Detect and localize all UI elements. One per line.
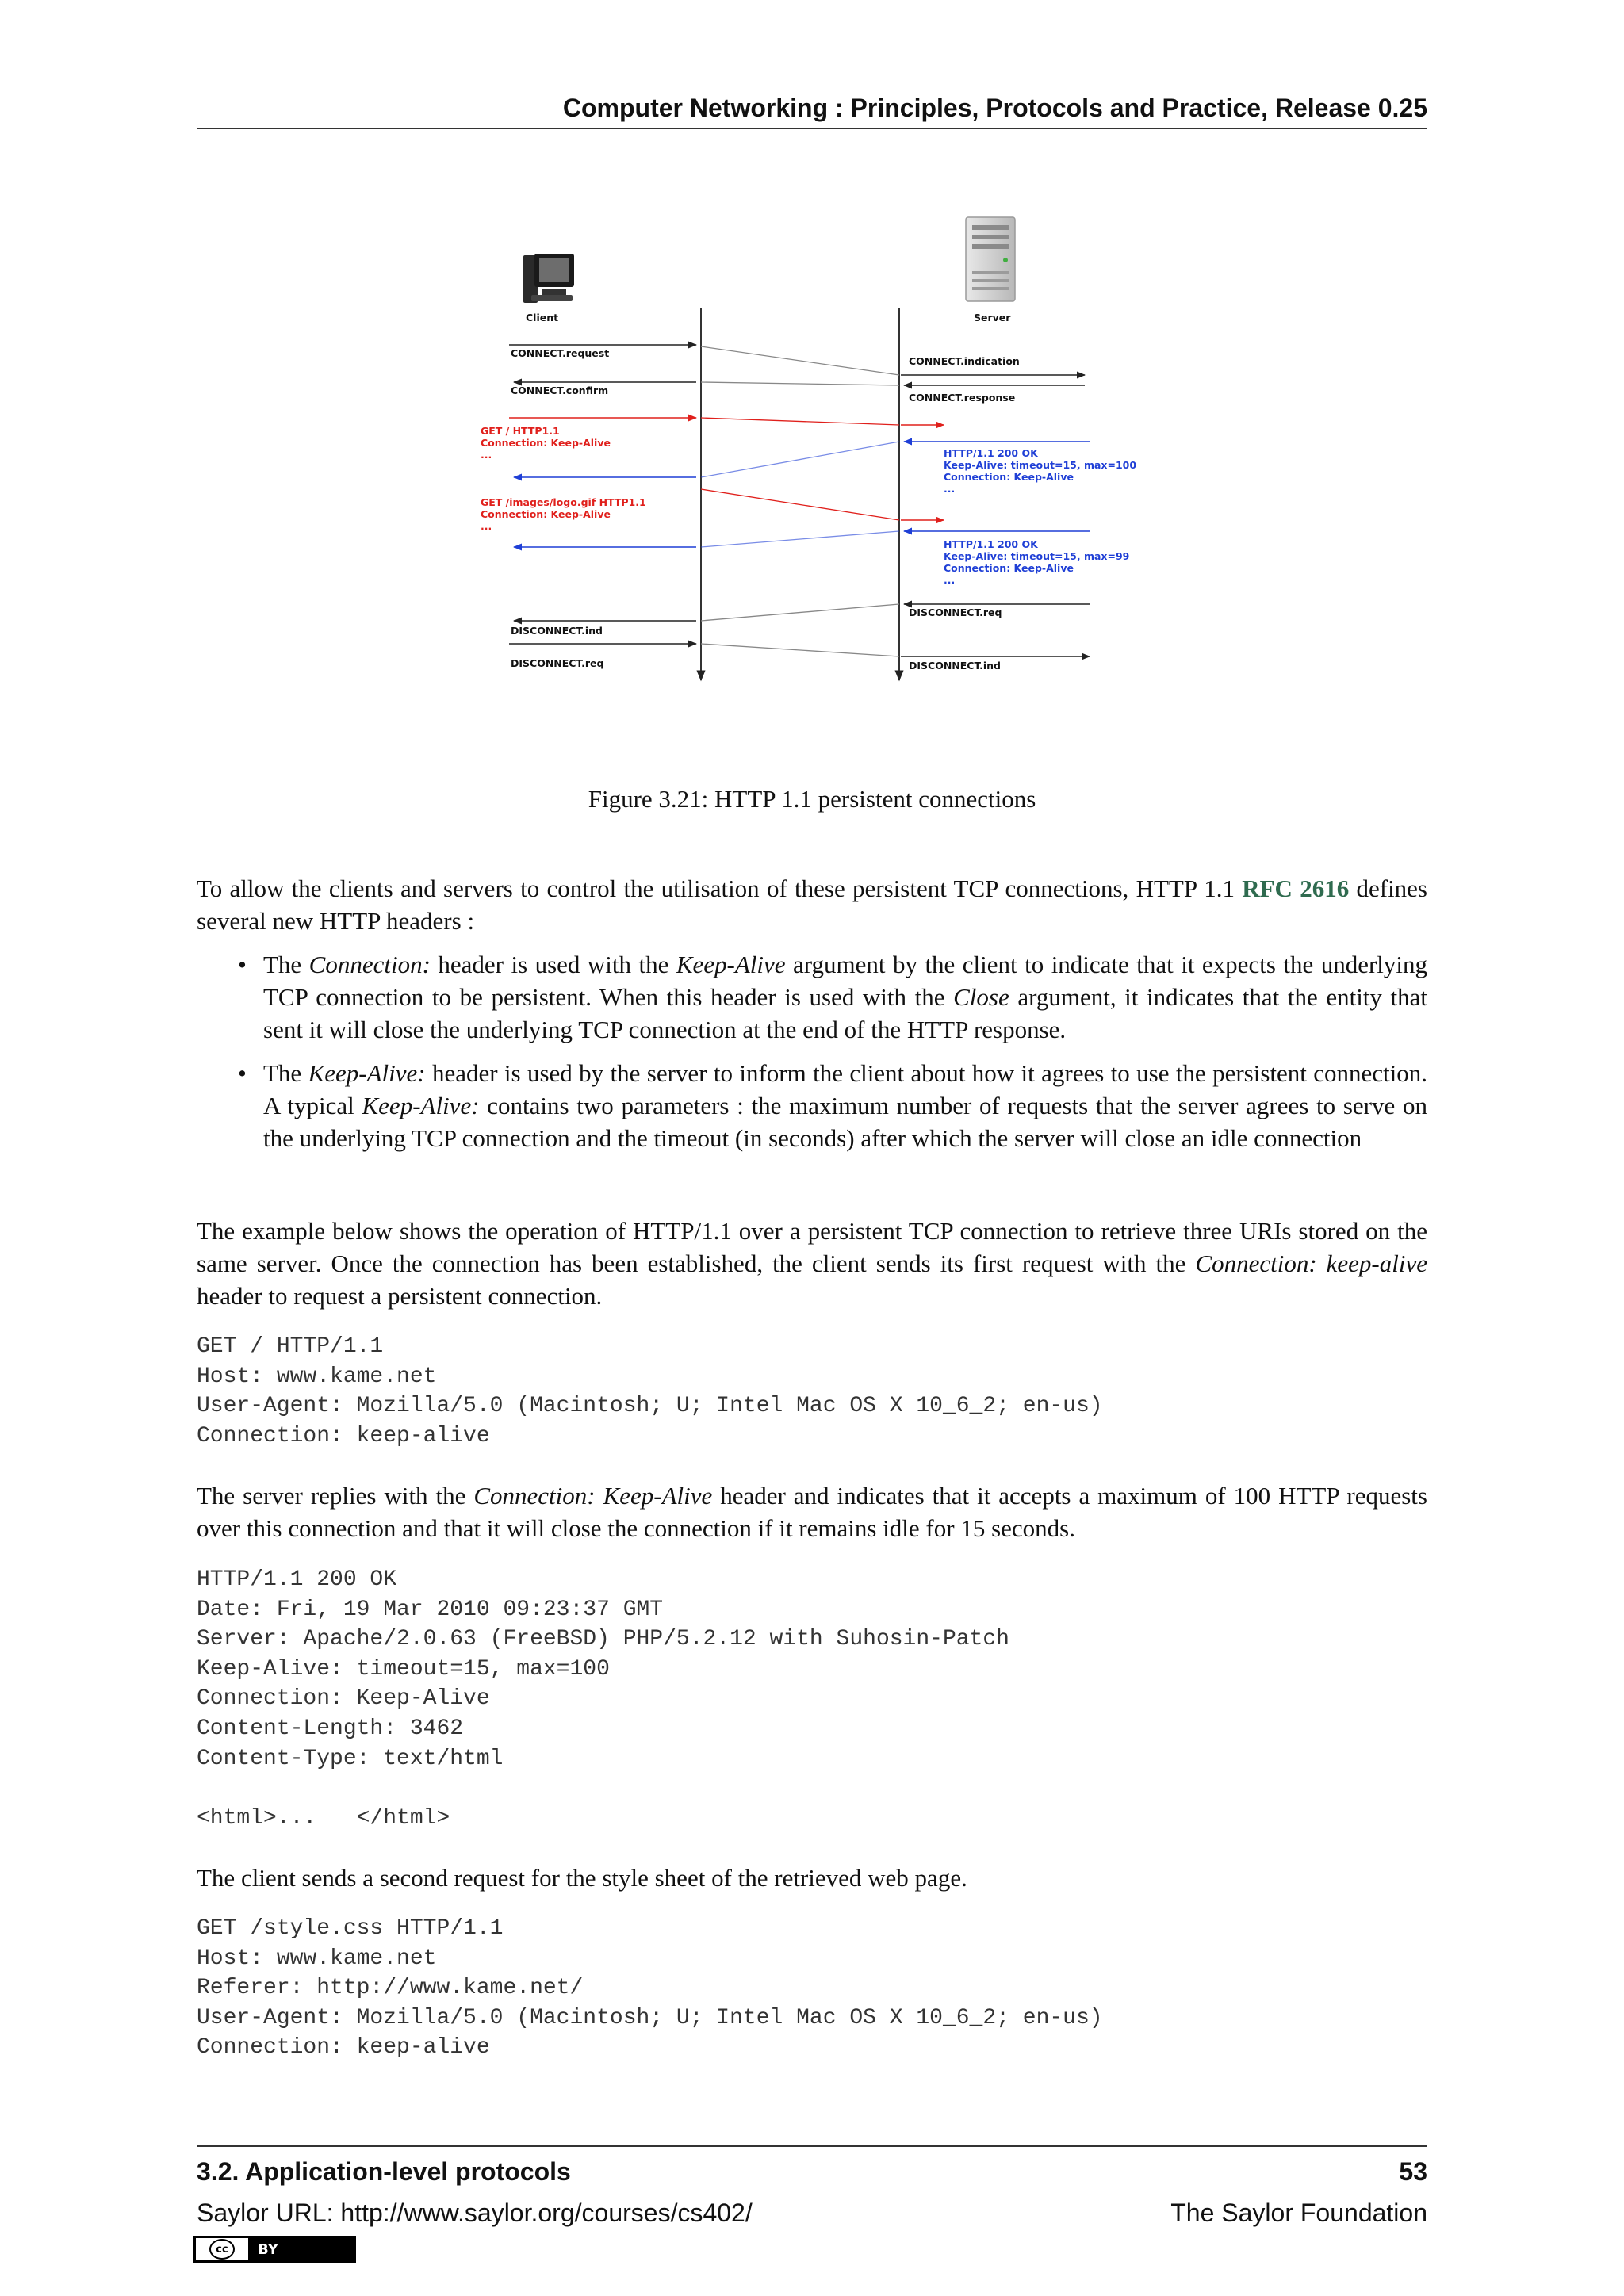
label-disconnect-req-client: DISCONNECT.req bbox=[511, 657, 604, 669]
diag-connect-request bbox=[701, 346, 899, 375]
cc-by-license-badge bbox=[193, 2236, 356, 2263]
label-get1-l1: GET / HTTP1.1 bbox=[481, 425, 560, 437]
diag-get1 bbox=[701, 418, 899, 425]
diag-get2 bbox=[701, 489, 899, 520]
diag-resp1 bbox=[701, 442, 899, 477]
bullet-symbol: • bbox=[238, 951, 247, 978]
intro-text-2: defines several new HTTP headers : bbox=[197, 874, 1427, 935]
label-resp1-l3: Connection: Keep-Alive bbox=[944, 471, 1074, 483]
footer-section-title: 3.2. Application-level protocols bbox=[197, 2157, 571, 2186]
label-disconnect-ind-server: DISCONNECT.ind bbox=[909, 660, 1001, 672]
client-second-request-paragraph: The client sends a second request for the style sheet of the retrieved web page. bbox=[197, 1864, 967, 1892]
label-resp2-l4: ... bbox=[944, 574, 956, 586]
rfc-2616-link[interactable]: RFC 2616 bbox=[1242, 874, 1350, 902]
figure-caption: Figure 3.21: HTTP 1.1 persistent connections bbox=[588, 785, 1036, 813]
bullet-keep-alive-header: • The Keep-Alive: header is used by the server to inform the client about how it agrees to use the persistent connection. A typical Keep-Alive: contains two parameters : the maximum number of requests that the server agrees to serve on the underlying TCP connection and the timeout (in seconds) after which the server will close an idle connection bbox=[197, 1057, 1427, 1154]
footer-rule bbox=[197, 2145, 1427, 2147]
label-resp1-l4: ... bbox=[944, 483, 956, 495]
header-rule bbox=[197, 128, 1427, 129]
sequence-diagram bbox=[458, 206, 1156, 690]
diag-connect-response bbox=[701, 382, 899, 385]
intro-paragraph bbox=[197, 872, 1427, 937]
label-disconnect-ind-client: DISCONNECT.ind bbox=[511, 625, 603, 637]
footer-organization: The Saylor Foundation bbox=[1170, 2198, 1427, 2227]
code-block-response: HTTP/1.1 200 OK Date: Fri, 19 Mar 2010 09:23:37 GMT Server: Apache/2.0.63 (FreeBSD) PHP/5.2.12 with Suhosin-Patch Keep-Alive: timeout=15, max=100 Connection: Keep-Alive Content-Length: 3462 Content-Type: text/html <html>... </html> bbox=[197, 1567, 1009, 1831]
example-paragraph: The example below shows the operation of HTTP/1.1 over a persistent TCP connection to retrieve three URIs stored on the same server. Once the connection has been established, the client sends its first request with the Connection: keep-alive header to request a persistent connection. bbox=[197, 1217, 1427, 1310]
label-resp2-l3: Connection: Keep-Alive bbox=[944, 562, 1074, 574]
label-resp1-l1: HTTP/1.1 200 OK bbox=[944, 447, 1038, 459]
label-get2-l2: Connection: Keep-Alive bbox=[481, 508, 611, 520]
server-icon bbox=[966, 217, 1015, 301]
label-connect-response: CONNECT.response bbox=[909, 392, 1016, 404]
bullet-symbol: • bbox=[238, 1059, 247, 1087]
server-reply-paragraph: The server replies with the Connection: Keep-Alive header and indicates that it accepts a maximum of 100 HTTP requests over this connection and that it will close the connection if it remains idle for 15 seconds. bbox=[197, 1482, 1427, 1542]
label-connect-confirm: CONNECT.confirm bbox=[511, 385, 609, 396]
client-label: Client bbox=[526, 312, 559, 323]
label-disconnect-req-server: DISCONNECT.req bbox=[909, 607, 1002, 618]
by-label: BY bbox=[258, 2241, 278, 2258]
label-get2-l1: GET /images/logo.gif HTTP1.1 bbox=[481, 496, 646, 508]
figure-http-persistent bbox=[458, 206, 1156, 690]
label-connect-indication: CONNECT.indication bbox=[909, 355, 1020, 367]
label-get1-l2: Connection: Keep-Alive bbox=[481, 437, 611, 449]
running-header: Computer Networking : Principles, Protocols and Practice, Release 0.25 bbox=[562, 94, 1427, 122]
diag-disconnect bbox=[701, 604, 899, 621]
label-resp2-l1: HTTP/1.1 200 OK bbox=[944, 538, 1038, 550]
page-number: 53 bbox=[1399, 2157, 1427, 2186]
label-get1-l3: ... bbox=[481, 449, 492, 461]
header-bullet-list bbox=[197, 948, 1427, 1165]
label-connect-request: CONNECT.request bbox=[511, 347, 610, 359]
code-block-request-2: GET /style.css HTTP/1.1 Host: www.kame.net Referer: http://www.kame.net/ User-Agent: Mozilla/5.0 (Macintosh; U; Intel Mac OS X 10_6_2; en-us) Connection: keep-alive bbox=[197, 1916, 1103, 2061]
computer-icon bbox=[523, 254, 574, 303]
bullet-connection-header: • The Connection: header is used with the Keep-Alive argument by the client to indicate that it expects the underlying TCP connection to be persistent. When this header is used with the Close argument, it indicates that the entity that sent it will close the underlying TCP connection at the end of the HTTP response. bbox=[197, 948, 1427, 1046]
cc-icon: cc bbox=[196, 2238, 248, 2260]
label-get2-l3: ... bbox=[481, 520, 492, 532]
label-resp1-l2: Keep-Alive: timeout=15, max=100 bbox=[944, 459, 1137, 471]
intro-text-1: To allow the clients and servers to control the utilisation of these persistent TCP connections, HTTP 1.1 bbox=[197, 874, 1243, 902]
label-resp2-l2: Keep-Alive: timeout=15, max=99 bbox=[944, 550, 1130, 562]
diag-resp2 bbox=[701, 531, 899, 547]
code-block-request-1: GET / HTTP/1.1 Host: www.kame.net User-Agent: Mozilla/5.0 (Macintosh; U; Intel Mac OS X 10_6_2; en-us) Connection: keep-alive bbox=[197, 1334, 1103, 1448]
server-label: Server bbox=[974, 312, 1011, 323]
diag-disconnect-2 bbox=[701, 644, 899, 656]
footer-url: Saylor URL: http://www.saylor.org/courses/cs402/ bbox=[197, 2198, 753, 2227]
